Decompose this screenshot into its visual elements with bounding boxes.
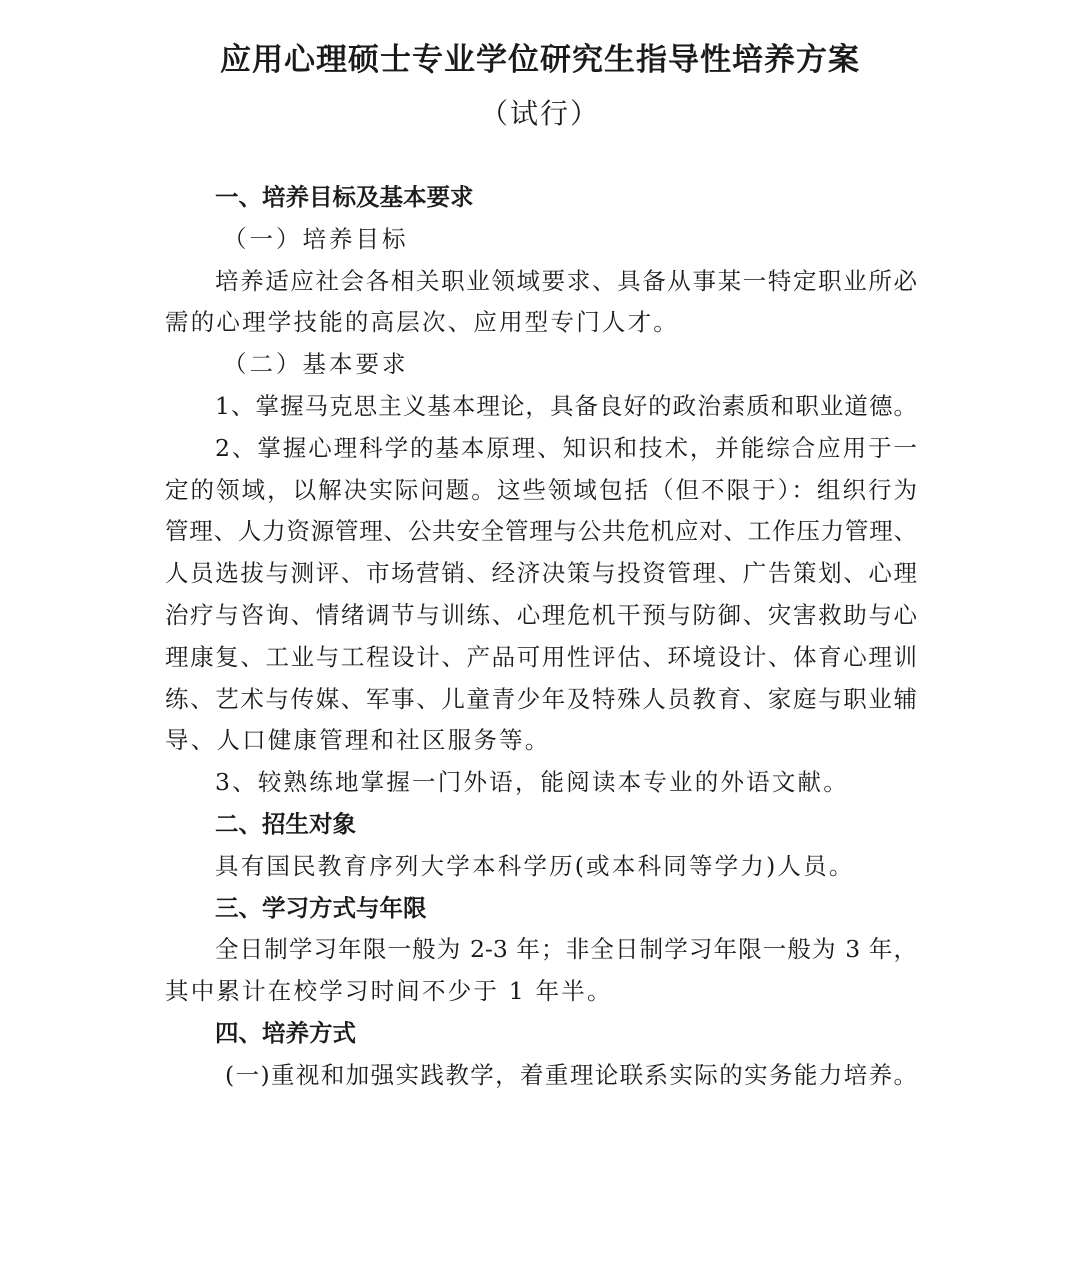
paragraph-line: 培养适应社会各相关职业领域要求、具备从事某一特定职业所必 xyxy=(215,266,917,295)
paragraph-line: 练、艺术与传媒、军事、儿童青少年及特殊人员教育、家庭与职业辅 xyxy=(165,684,917,713)
subsection-heading-1-2: （二）基本要求 xyxy=(223,350,409,379)
section-heading-4: 四、培养方式 xyxy=(215,1018,356,1047)
document-subtitle: （试行） xyxy=(479,97,600,130)
document-title: 应用心理硕士专业学位研究生指导性培养方案 xyxy=(220,42,860,78)
paragraph-line: 需的心理学技能的高层次、应用型专门人才。 xyxy=(165,308,679,337)
paragraph-line: 3、较熟练地掌握一门外语，能阅读本专业的外语文献。 xyxy=(215,768,849,797)
paragraph-line: 导、人口健康管理和社区服务等。 xyxy=(165,726,551,755)
paragraph-line: 具有国民教育序列大学本科学历(或本科同等学力)人员。 xyxy=(215,851,855,880)
paragraph-line: (一)重视和加强实践教学，着重理论联系实际的实务能力培养。 xyxy=(225,1060,917,1089)
section-heading-3: 三、学习方式与年限 xyxy=(215,893,427,922)
paragraph-line: 管理、人力资源管理、公共安全管理与公共危机应对、工作压力管理、 xyxy=(165,517,917,546)
paragraph-line: 1、掌握马克思主义基本理论，具备良好的政治素质和职业道德。 xyxy=(215,391,917,420)
paragraph-line: 全日制学习年限一般为 2-3 年；非全日制学习年限一般为 3 年， xyxy=(215,935,917,964)
paragraph-line: 理康复、工业与工程设计、产品可用性评估、环境设计、体育心理训 xyxy=(165,642,917,671)
paragraph-line: 其中累计在校学习时间不少于 1 年半。 xyxy=(165,977,613,1006)
paragraph-line: 2、掌握心理科学的基本原理、知识和技术，并能综合应用于一 xyxy=(215,433,917,462)
section-heading-1: 一、培养目标及基本要求 xyxy=(215,183,474,211)
section-heading-2: 二、招生对象 xyxy=(215,809,356,838)
subsection-heading-1-1: （一）培养目标 xyxy=(223,224,409,253)
paragraph-line: 人员选拔与测评、市场营销、经济决策与投资管理、广告策划、心理 xyxy=(165,559,917,588)
document-body xyxy=(165,177,917,1097)
paragraph-line: 定的领域，以解决实际问题。这些领域包括（但不限于）：组织行为 xyxy=(165,475,917,504)
paragraph-line: 治疗与咨询、情绪调节与训练、心理危机干预与防御、灾害救助与心 xyxy=(165,600,917,629)
